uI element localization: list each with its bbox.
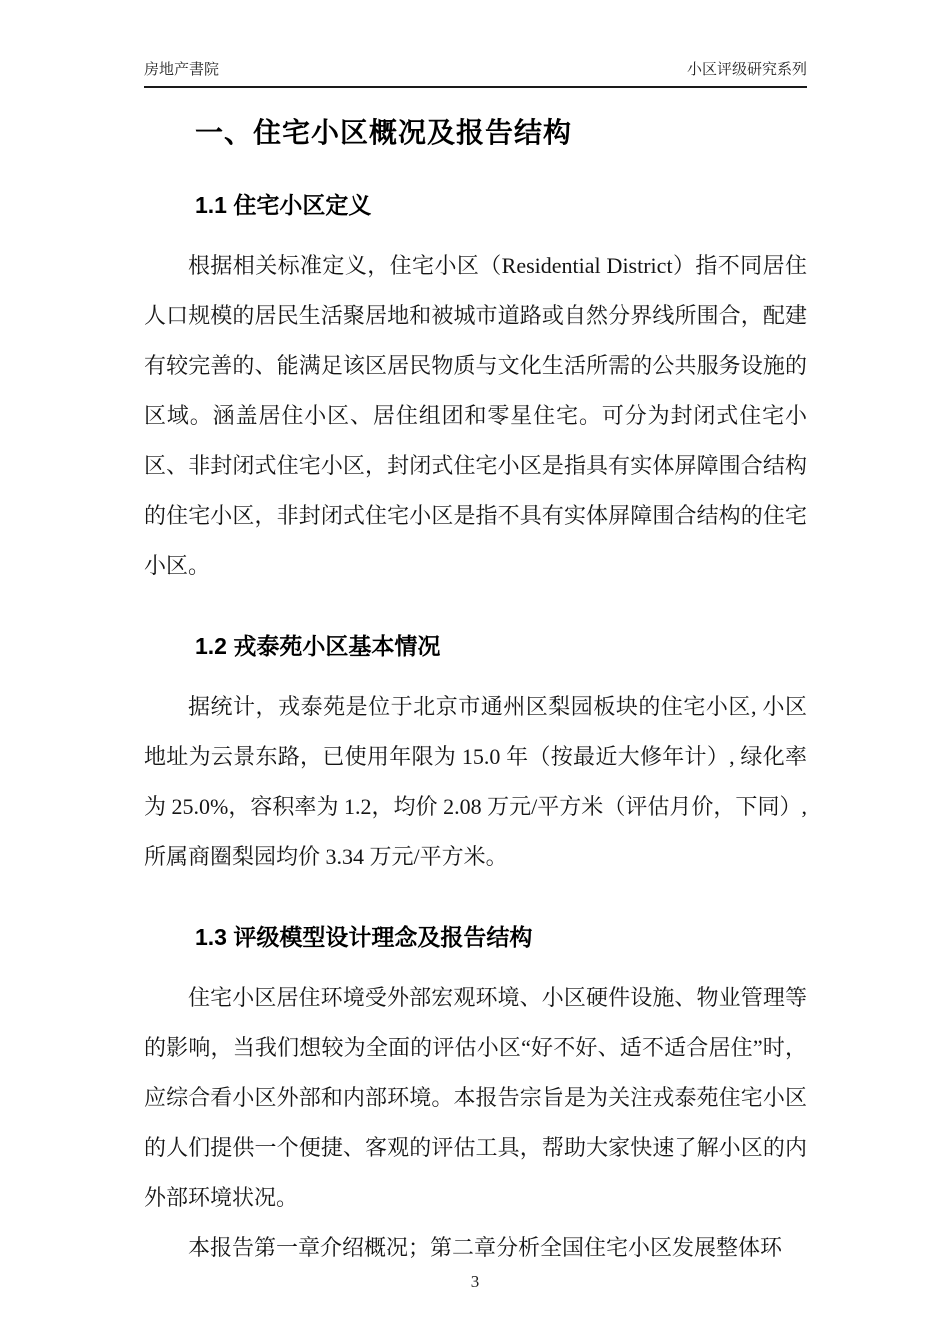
paragraph-basic-info: 据统计，戎泰苑是位于北京市通州区梨园板块的住宅小区, 小区地址为云景东路，已使用年限为 15.0 年（按最近大修年计）, 绿化率为 25.0%，容积率为 1.2，均价 2.08 万元/平方米（评估月价，下同）, 所属商圈梨园均价 3.34 万元/平方米。	[144, 694, 807, 869]
document-body	[144, 100, 807, 1273]
section-heading-1-3: 1.3 评级模型设计理念及报告结构	[195, 924, 533, 950]
page-footer	[0, 1272, 950, 1292]
chapter-title: 一、住宅小区概况及报告结构	[195, 117, 573, 148]
paragraph-design-concept: 住宅小区居住环境受外部宏观环境、小区硬件设施、物业管理等的影响，当我们想较为全面的评估小区“好不好、适不适合居住”时，应综合看小区外部和内部环境。本报告宗旨是为关注戎泰苑住宅小区的人们提供一个便捷、客观的评估工具，帮助大家快速了解小区的内外部环境状况。	[144, 985, 807, 1210]
page-header	[144, 58, 807, 88]
paragraph-report-structure: 本报告第一章介绍概况；第二章分析全国住宅小区发展整体环	[188, 1235, 783, 1260]
header-left-text: 房地产書院	[144, 61, 220, 78]
section-heading-1-1: 1.1 住宅小区定义	[195, 192, 372, 218]
header-right-text: 小区评级研究系列	[686, 61, 807, 78]
paragraph-definition: 根据相关标准定义，住宅小区（Residential District）指不同居住人口规模的居民生活聚居地和被城市道路或自然分界线所围合，配建有较完善的、能满足该区居民物质与文化生活所需的公共服务设施的区域。涵盖居住小区、居住组团和零星住宅。可分为封闭式住宅小区、非封闭式住宅小区，封闭式住宅小区是指具有实体屏障围合结构的住宅小区，非封闭式住宅小区是指不具有实体屏障围合结构的住宅小区。	[144, 253, 807, 578]
page-number: 3	[470, 1272, 480, 1291]
section-heading-1-2: 1.2 戎泰苑小区基本情况	[195, 633, 441, 659]
